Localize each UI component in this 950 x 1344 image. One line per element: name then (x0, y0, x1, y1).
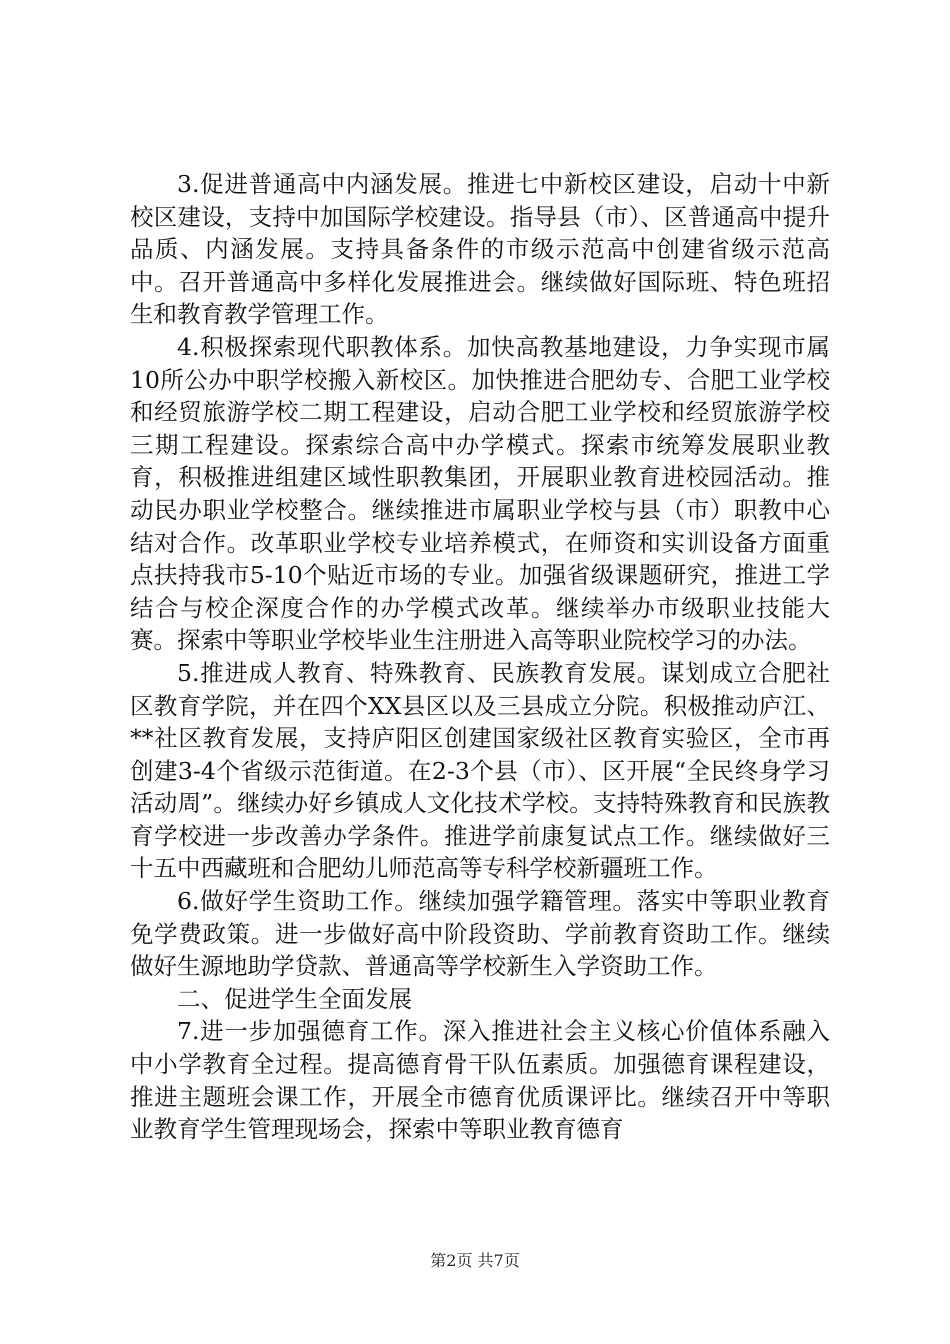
paragraph-item-6: 6.做好学生资助工作。继续加强学籍管理。落实中等职业教育免学费政策。进一步做好高中阶段资助、学前教育资助工作。继续做好生源地助学贷款、普通高等学校新生入学资助工作。 (130, 887, 830, 981)
page-number-footer: 第2页 共7页 (430, 1251, 520, 1270)
paragraph-item-3: 3.促进普通高中内涵发展。推进七中新校区建设，启动十中新校区建设，支持中加国际学校建设。指导县（市）、区普通高中提升品质、内涵发展。支持具备条件的市级示范高中创建省级示范高中。召开普通高中多样化发展推进会。继续做好国际班、特色班招生和教育教学管理工作。 (130, 170, 830, 329)
paragraph-item-4: 4.积极探索现代职教体系。加快高教基地建设，力争实现市属10所公办中职学校搬入新校区。加快推进合肥幼专、合肥工业学校和经贸旅游学校二期工程建设，启动合肥工业学校和经贸旅游学校三期工程建设。探索综合高中办学模式。探索市统筹发展职业教育，积极推进组建区域性职教集团，开展职业教育进校园活动。推动民办职业学校整合。继续推进市属职业学校与县（市）职教中心结对合作。改革职业学校专业培养模式，在师资和实训设备方面重点扶持我市5-10个贴近市场的专业。加强省级课题研究，推进工学结合与校企深度合作的办学模式改革。继续举办市级职业技能大赛。探索中等职业学校毕业生注册进入高等职业院校学习的办法。 (130, 332, 830, 655)
paragraph-item-5: 5.推进成人教育、特殊教育、民族教育发展。谋划成立合肥社区教育学院，并在四个XX县区以及三县成立分院。积极推动庐江、**社区教育发展，支持庐阳区创建国家级社区教育实验区，全市再创建3-4个省级示范街道。在2-3个县（市）、区开展“全民终身学习活动周”。继续办好乡镇成人文化技术学校。支持特殊教育和民族教育学校进一步改善办学条件。推进学前康复试点工作。继续做好三十五中西藏班和合肥幼儿师范高等专科学校新疆班工作。 (130, 658, 830, 883)
paragraph-item-7: 7.进一步加强德育工作。深入推进社会主义核心价值体系融入中小学教育全过程。提高德育骨干队伍素质。加强德育课程建设，推进主题班会课工作，开展全市德育优质课评比。继续召开中等职业教育学生管理现场会，探索中等职业教育德育 (130, 1017, 830, 1144)
document-body (130, 168, 830, 1146)
section-heading: 二、促进学生全面发展 (177, 984, 412, 1013)
